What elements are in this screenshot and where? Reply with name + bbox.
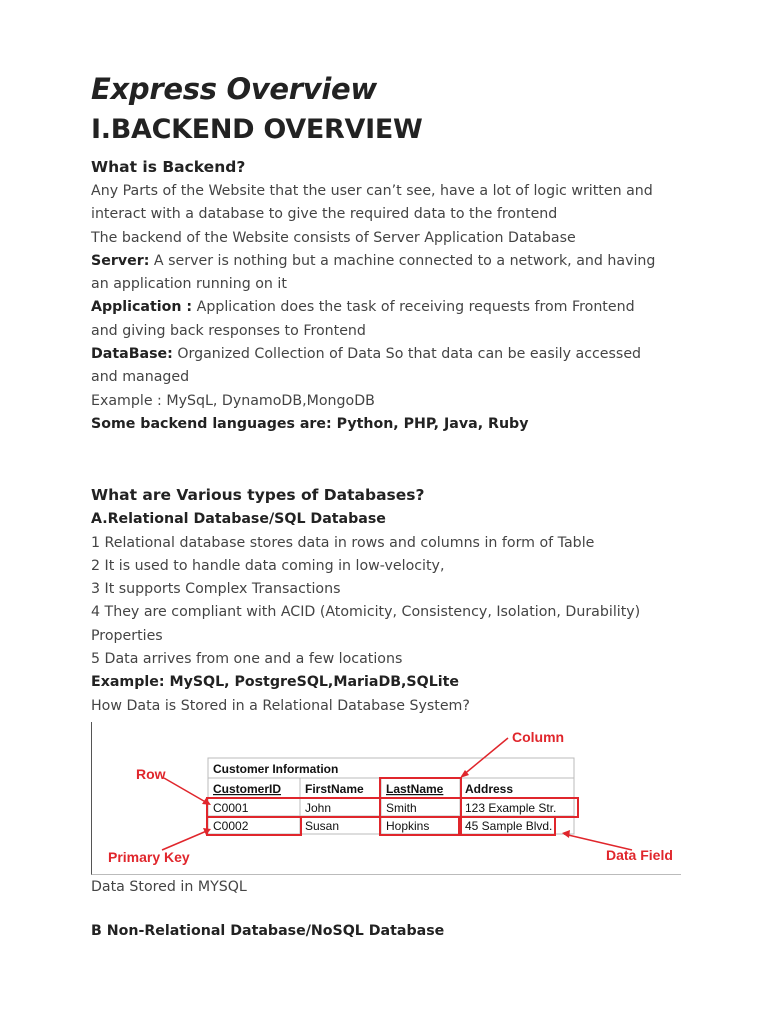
header-address: Address — [465, 782, 514, 796]
cell-r2-c3: Hopkins — [386, 819, 430, 833]
data-field-label: Data Field — [606, 847, 673, 863]
relational-table-diagram — [92, 722, 681, 874]
row-arrow — [164, 778, 209, 804]
database-text-2: and managed — [91, 369, 190, 386]
document-body — [91, 70, 691, 718]
what-is-backend-heading: What is Backend? — [91, 158, 246, 176]
section-title: I.BACKEND OVERVIEW — [91, 114, 423, 145]
backend-example: Example : MySqL, DynamoDB,MongoDB — [91, 392, 375, 409]
table-title: Customer Information — [213, 762, 339, 776]
database-text-1: Organized Collection of Data So that data can be easily accessed — [172, 346, 642, 363]
nosql-heading: B Non-Relational Database/NoSQL Database — [91, 923, 445, 939]
cell-r1-c4: 123 Example Str. — [465, 801, 557, 815]
application-definition — [91, 296, 691, 319]
relational-point-3: 3 It supports Complex Transactions — [91, 581, 341, 598]
figure-caption: Data Stored in MYSQL — [91, 879, 247, 895]
backend-line-2: interact with a database to give the required data to the frontend — [91, 206, 558, 223]
relational-point-5: 5 Data arrives from one and a few locations — [91, 651, 403, 668]
primary-key-label: Primary Key — [108, 849, 190, 865]
header-lastname: LastName — [386, 782, 444, 796]
server-definition — [91, 250, 691, 273]
backend-languages: Some backend languages are: Python, PHP, Java, Ruby — [91, 415, 529, 432]
header-firstname: FirstName — [305, 782, 364, 796]
backend-line-3: The backend of the Website consists of Server Application Database — [91, 229, 576, 246]
column-label: Column — [512, 729, 565, 745]
relational-example: Example: MySQL, PostgreSQL,MariaDB,SQLite — [91, 674, 460, 691]
cell-r2-c2: Susan — [305, 819, 340, 833]
row-label: Row — [136, 766, 166, 782]
cell-r2-c4: 45 Sample Blvd. — [465, 819, 553, 833]
cell-r1-c2: John — [305, 801, 332, 815]
server-text-1: A server is nothing but a machine connected to a network, and having — [149, 252, 656, 269]
header-customerid: CustomerID — [213, 782, 282, 796]
db-types-heading: What are Various types of Databases? — [91, 486, 425, 505]
relational-table-figure — [91, 722, 681, 875]
application-text-2: and giving back responses to Frontend — [91, 322, 366, 339]
cell-r1-c3: Smith — [386, 801, 417, 815]
cell-r2-c1: C0002 — [213, 819, 249, 833]
relational-point-4-cont: Properties — [91, 627, 163, 644]
relational-point-2: 2 It is used to handle data coming in low-velocity, — [91, 557, 445, 574]
relational-point-1: 1 Relational database stores data in rows and columns in form of Table — [91, 534, 595, 551]
cell-r1-c1: C0001 — [213, 801, 249, 815]
database-definition — [91, 343, 691, 366]
server-text-2: an application running on it — [91, 276, 287, 293]
primary-key-arrow — [162, 830, 209, 850]
relational-heading: A.Relational Database/SQL Database — [91, 511, 386, 528]
document-title: Express Overview — [91, 72, 377, 106]
server-label: Server: — [91, 252, 150, 269]
how-data-stored: How Data is Stored in a Relational Database System? — [91, 697, 470, 714]
relational-point-4: 4 They are compliant with ACID (Atomicity, Consistency, Isolation, Durability) — [91, 604, 641, 621]
database-label: DataBase: — [91, 346, 173, 363]
backend-line-1: Any Parts of the Website that the user can’t see, have a lot of logic written and — [91, 183, 653, 199]
application-label: Application : — [91, 299, 193, 316]
application-text-1: Application does the task of receiving requests from Frontend — [192, 299, 635, 316]
